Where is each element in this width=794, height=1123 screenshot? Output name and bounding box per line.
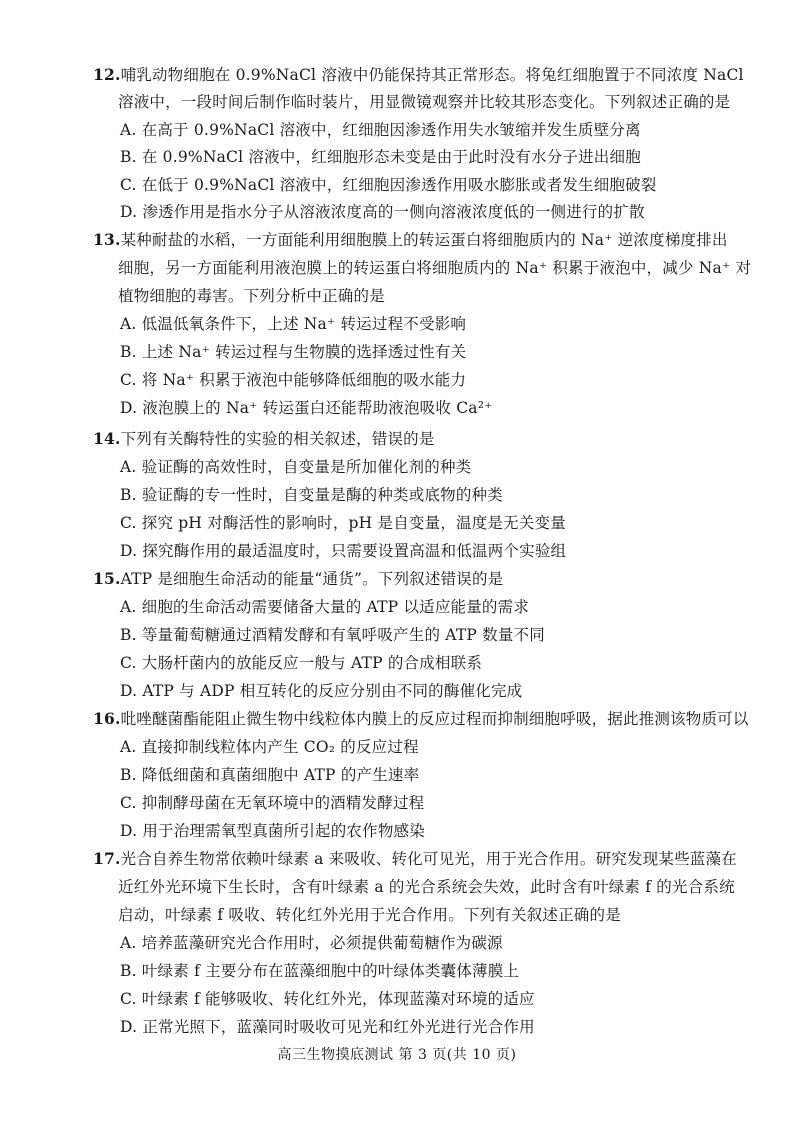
question-15-option-a: A. 细胞的生命活动需要储备大量的 ATP 以适应能量的需求 xyxy=(120,598,530,616)
question-16-option-b: B. 降低细菌和真菌细胞中 ATP 的产生速率 xyxy=(120,766,420,784)
question-17-stem-line-1 xyxy=(93,848,794,870)
question-number: 17. xyxy=(93,849,121,868)
question-12-option-b: B. 在 0.9%NaCl 溶液中，红细胞形态未变是由于此时没有水分子进出细胞 xyxy=(120,148,641,166)
stem-text: 某种耐盐的水稻，一方面能利用细胞膜上的转运蛋白将细胞质内的 Na⁺ 逆浓度梯度排出 xyxy=(120,231,728,249)
question-12-option-d: D. 渗透作用是指水分子从溶液浓度高的一侧向溶液浓度低的一侧进行的扩散 xyxy=(120,203,645,221)
question-12-stem-line-1 xyxy=(93,64,794,86)
question-13-option-a: A. 低温低氧条件下，上述 Na⁺ 转运过程不受影响 xyxy=(120,315,467,333)
question-13-option-b: B. 上述 Na⁺ 转运过程与生物膜的选择透过性有关 xyxy=(120,343,467,361)
question-number: 14. xyxy=(93,429,121,448)
stem-text: ATP 是细胞生命活动的能量“通货”。下列叙述错误的是 xyxy=(120,570,504,588)
question-number: 15. xyxy=(93,569,121,588)
question-17-option-d: D. 正常光照下，蓝藻同时吸收可见光和红外光进行光合作用 xyxy=(120,1018,535,1036)
question-17-option-b: B. 叶绿素 f 主要分布在蓝藻细胞中的叶绿体类囊体薄膜上 xyxy=(120,962,520,980)
question-15-option-d: D. ATP 与 ADP 相互转化的反应分别由不同的酶催化完成 xyxy=(120,682,523,700)
question-15-option-b: B. 等量葡萄糖通过酒精发酵和有氧呼吸产生的 ATP 数量不同 xyxy=(120,626,545,644)
question-17-stem-line-3: 启动，叶绿素 f 吸收、转化红外光用于光合作用。下列有关叙述正确的是 xyxy=(118,906,621,924)
question-14-option-d: D. 探究酶作用的最适温度时，只需要设置高温和低温两个实验组 xyxy=(120,542,567,560)
question-15-option-c: C. 大肠杆菌内的放能反应一般与 ATP 的合成相联系 xyxy=(120,654,483,672)
question-12-option-a: A. 在高于 0.9%NaCl 溶液中，红细胞因渗透作用失水皱缩并发生质壁分离 xyxy=(120,121,641,139)
question-16-stem-line-1 xyxy=(93,708,794,730)
question-16-option-d: D. 用于治理需氧型真菌所引起的农作物感染 xyxy=(120,822,425,840)
stem-text: 光合自养生物常依赖叶绿素 a 来吸收、转化可见光，用于光合作用。研究发现某些蓝藻在 xyxy=(120,850,737,868)
question-number: 12. xyxy=(93,65,121,84)
question-17-option-a: A. 培养蓝藻研究光合作用时，必须提供葡萄糖作为碳源 xyxy=(120,934,503,952)
stem-text: 下列有关酶特性的实验的相关叙述，错误的是 xyxy=(120,430,435,448)
question-13-stem-line-1 xyxy=(93,229,794,251)
question-15-stem-line-1 xyxy=(93,568,794,590)
question-14-stem-line-1 xyxy=(93,428,794,450)
question-13-stem-line-2: 细胞，另一方面能利用液泡膜上的转运蛋白将细胞质内的 Na⁺ 积累于液泡中，减少 Na⁺ 对 xyxy=(118,259,752,277)
question-number: 13. xyxy=(93,230,121,249)
question-14-option-a: A. 验证酶的高效性时，自变量是所加催化剂的种类 xyxy=(120,458,472,476)
question-13-stem-line-3: 植物细胞的毒害。下列分析中正确的是 xyxy=(118,287,385,305)
question-13-option-d: D. 液泡膜上的 Na⁺ 转运蛋白还能帮助液泡吸收 Ca²⁺ xyxy=(120,399,493,417)
page-footer: 高三生物摸底测试 第 3 页(共 10 页) xyxy=(277,1047,517,1063)
stem-text: 哺乳动物细胞在 0.9%NaCl 溶液中仍能保持其正常形态。将兔红细胞置于不同浓度 NaCl xyxy=(120,66,744,84)
question-12-option-c: C. 在低于 0.9%NaCl 溶液中，红细胞因渗透作用吸水膨胀或者发生细胞破裂 xyxy=(120,176,657,194)
question-16-option-a: A. 直接抑制线粒体内产生 CO₂ 的反应过程 xyxy=(120,738,419,756)
question-14-option-b: B. 验证酶的专一性时，自变量是酶的种类或底物的种类 xyxy=(120,486,503,504)
question-14-option-c: C. 探究 pH 对酶活性的影响时，pH 是自变量，温度是无关变量 xyxy=(120,514,566,532)
stem-text: 吡唑醚菌酯能阻止微生物中线粒体内膜上的反应过程而抑制细胞呼吸，据此推测该物质可以 xyxy=(120,710,749,728)
question-12-stem-line-2: 溶液中，一段时间后制作临时装片，用显微镜观察并比较其形态变化。下列叙述正确的是 xyxy=(118,93,731,111)
question-number: 16. xyxy=(93,709,121,728)
question-17-stem-line-2: 近红外光环境下生长时，含有叶绿素 a 的光合系统会失效，此时含有叶绿素 f 的光合系统 xyxy=(118,878,735,896)
question-17-option-c: C. 叶绿素 f 能够吸收、转化红外光，体现蓝藻对环境的适应 xyxy=(120,990,535,1008)
question-16-option-c: C. 抑制酵母菌在无氧环境中的酒精发酵过程 xyxy=(120,794,425,812)
question-13-option-c: C. 将 Na⁺ 积累于液泡中能够降低细胞的吸水能力 xyxy=(120,371,467,389)
